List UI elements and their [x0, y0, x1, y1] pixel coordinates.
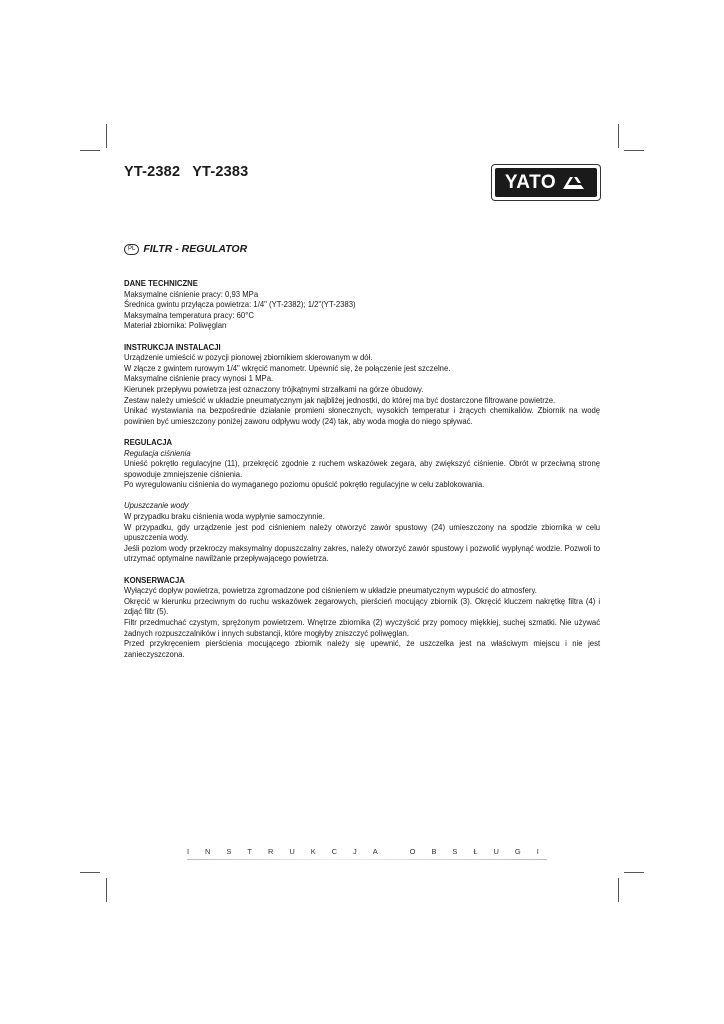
instrukcja-line: Urządzenie umieścić w pozycji pionowej zbiornikiem skierowanym w dół. — [124, 352, 373, 363]
footer-letter: U — [493, 847, 499, 856]
footer-letter: I — [536, 847, 539, 856]
footer-letter: G — [514, 847, 521, 856]
instrukcja-line: Unikać wystawiania na bezpośrednie działanie promieni słonecznych, wysokich temperatur i żrących chemikaliów. Zbiornik na wodę powinien być umieszczony poniżej zaworu odpływu wody (24) tak, aby woda mogła do niego spływać. — [124, 405, 601, 426]
dane-line: Maksymalna temperatura pracy: 60°C — [124, 309, 254, 320]
crop-mark-br-h — [624, 872, 644, 873]
konserwacja-line: Wyłączyć dopływ powietrza, powietrza zgromadzone pod ciśnieniem w układzie pneumatycznym wypuścić do atmosfery. — [124, 585, 537, 596]
konserwacja-heading: KONSERWACJA — [124, 574, 185, 585]
crop-mark-tr-h — [624, 150, 644, 151]
konserwacja-line: Przed przykręceniem pierścienia mocującego zbiornik należy się upewnić, że uszczelka jest na właściwym miejscu i nie jest zanieczyszczona. — [124, 638, 601, 659]
footer-letter: B — [431, 847, 437, 856]
dane-line: Maksymalne ciśnienie pracy: 0,93 MPa — [124, 288, 259, 299]
upuszczanie-line: W przypadku braku ciśnienia woda wypłynie samoczynnie. — [124, 511, 325, 522]
page-title — [124, 164, 256, 180]
upuszczanie-line: Jeśli poziom wody przekroczy maksymalny dopuszczalny zakres, należy otworzyć zawór spustowy i pozwolić wypłynąć wodzie. Pozwoli to utrzymać optymalne nawilżanie przepływającego powietrza. — [124, 542, 601, 564]
yato-logo — [491, 164, 601, 201]
regulacja-heading: REGULACJA — [124, 436, 173, 447]
crop-mark-bl-h — [80, 872, 100, 873]
konserwacja-line: Filtr przedmuchać czystym, sprężonym powietrzem. Wnętrze zbiornika (2) wyczyścić przy pomocy miękkiej, suchej szmatki. Nie używać żadnych rozpuszczalników i innych substancji, które mogłyby zniszczyć poliwęglan. — [124, 617, 601, 638]
logo-plate — [495, 168, 597, 197]
language-badge: PL — [124, 244, 139, 255]
footer-letter: T — [247, 847, 252, 856]
footer-letter: Ł — [473, 847, 478, 856]
dane-line: Materiał zbiornika: Poliwęglan — [124, 320, 227, 331]
footer-letter: S — [452, 847, 458, 856]
logo-text: YATO — [504, 171, 557, 193]
section-heading — [124, 243, 247, 255]
dane-heading: DANE TECHNICZNE — [124, 278, 198, 288]
regulacja-line: Unieść pokrętło regulacyjne (11), przekręcić zgodnie z ruchem wskazówek zegara, aby zwiększyć ciśnienie. Obrót w przeciwną stronę spowoduje zmniejszenie ciśnienia. — [124, 458, 601, 479]
footer-letter: U — [289, 847, 295, 856]
footer-text — [187, 847, 539, 856]
instrukcja-line: Kierunek przepływu powietrza jest oznaczony trójkątnymi strzałkami na górze obudowy. — [124, 383, 424, 394]
instrukcja-line: Maksymalne ciśnienie pracy wynosi 1 MPa. — [124, 373, 274, 384]
footer-letter: N — [205, 847, 211, 856]
footer-letter: O — [409, 847, 416, 856]
crop-mark-tl-v — [106, 124, 107, 148]
footer-letter: J — [353, 847, 357, 856]
crop-mark-tl-h — [80, 150, 100, 151]
crop-mark-bl-v — [106, 878, 107, 902]
model-code-2: YT-2383 — [192, 164, 249, 180]
footer-letter: K — [310, 847, 316, 856]
section-title: FILTR - REGULATOR — [143, 243, 248, 255]
manual-content — [124, 278, 600, 659]
instrukcja-line: W złącze z gwintem rurowym 1/4" wkręcić manometr. Upewnić się, że połączenie jest szczelne. — [124, 362, 451, 373]
footer-letter: C — [331, 847, 338, 856]
instrukcja-line: Zestaw należy umieścić w układzie pneumatycznym jak najbliżej jednostki, do której ma być dostarczone filtrowane powietrze. — [124, 394, 556, 405]
dane-line: Średnica gwintu przyłącza powietrza: 1/4" (YT-2382); 1/2"(YT-2383) — [124, 299, 356, 310]
footer-letter: I — [187, 847, 190, 856]
upuszczanie-subheading: Upuszczanie wody — [124, 500, 189, 511]
model-code-1: YT-2382 — [124, 164, 181, 180]
upuszczanie-line: W przypadku, gdy urządzenie jest pod ciśnieniem należy otworzyć zawór spustowy (24) umieszczony na spodzie zbiornika w celu upuszczenia wody. — [124, 521, 601, 543]
crop-mark-tr-v — [618, 124, 619, 148]
regulacja-subheading: Regulacja ciśnienia — [124, 447, 191, 458]
footer-letter: S — [226, 847, 232, 856]
footer-letter: A — [372, 847, 378, 856]
logo-wrench-icon — [561, 175, 587, 191]
regulacja-line: Po wyregulowaniu ciśnienia do wymaganego poziomu opuścić pokrętło regulacyjne w celu zablokowania. — [124, 479, 485, 490]
konserwacja-line: Okręcić w kierunku przeciwnym do ruchu wskazówek zegarowych, pierścień mocujący zbiornik (3). Okręcić kluczem nakrętkę filtra (4) i zdjąć filtr (5). — [124, 595, 601, 617]
footer-rule — [187, 859, 547, 860]
footer-letter: R — [267, 847, 274, 856]
crop-mark-br-v — [618, 878, 619, 902]
instrukcja-heading: INSTRUKCJA INSTALACJI — [124, 341, 221, 352]
footer-banner — [187, 847, 547, 856]
